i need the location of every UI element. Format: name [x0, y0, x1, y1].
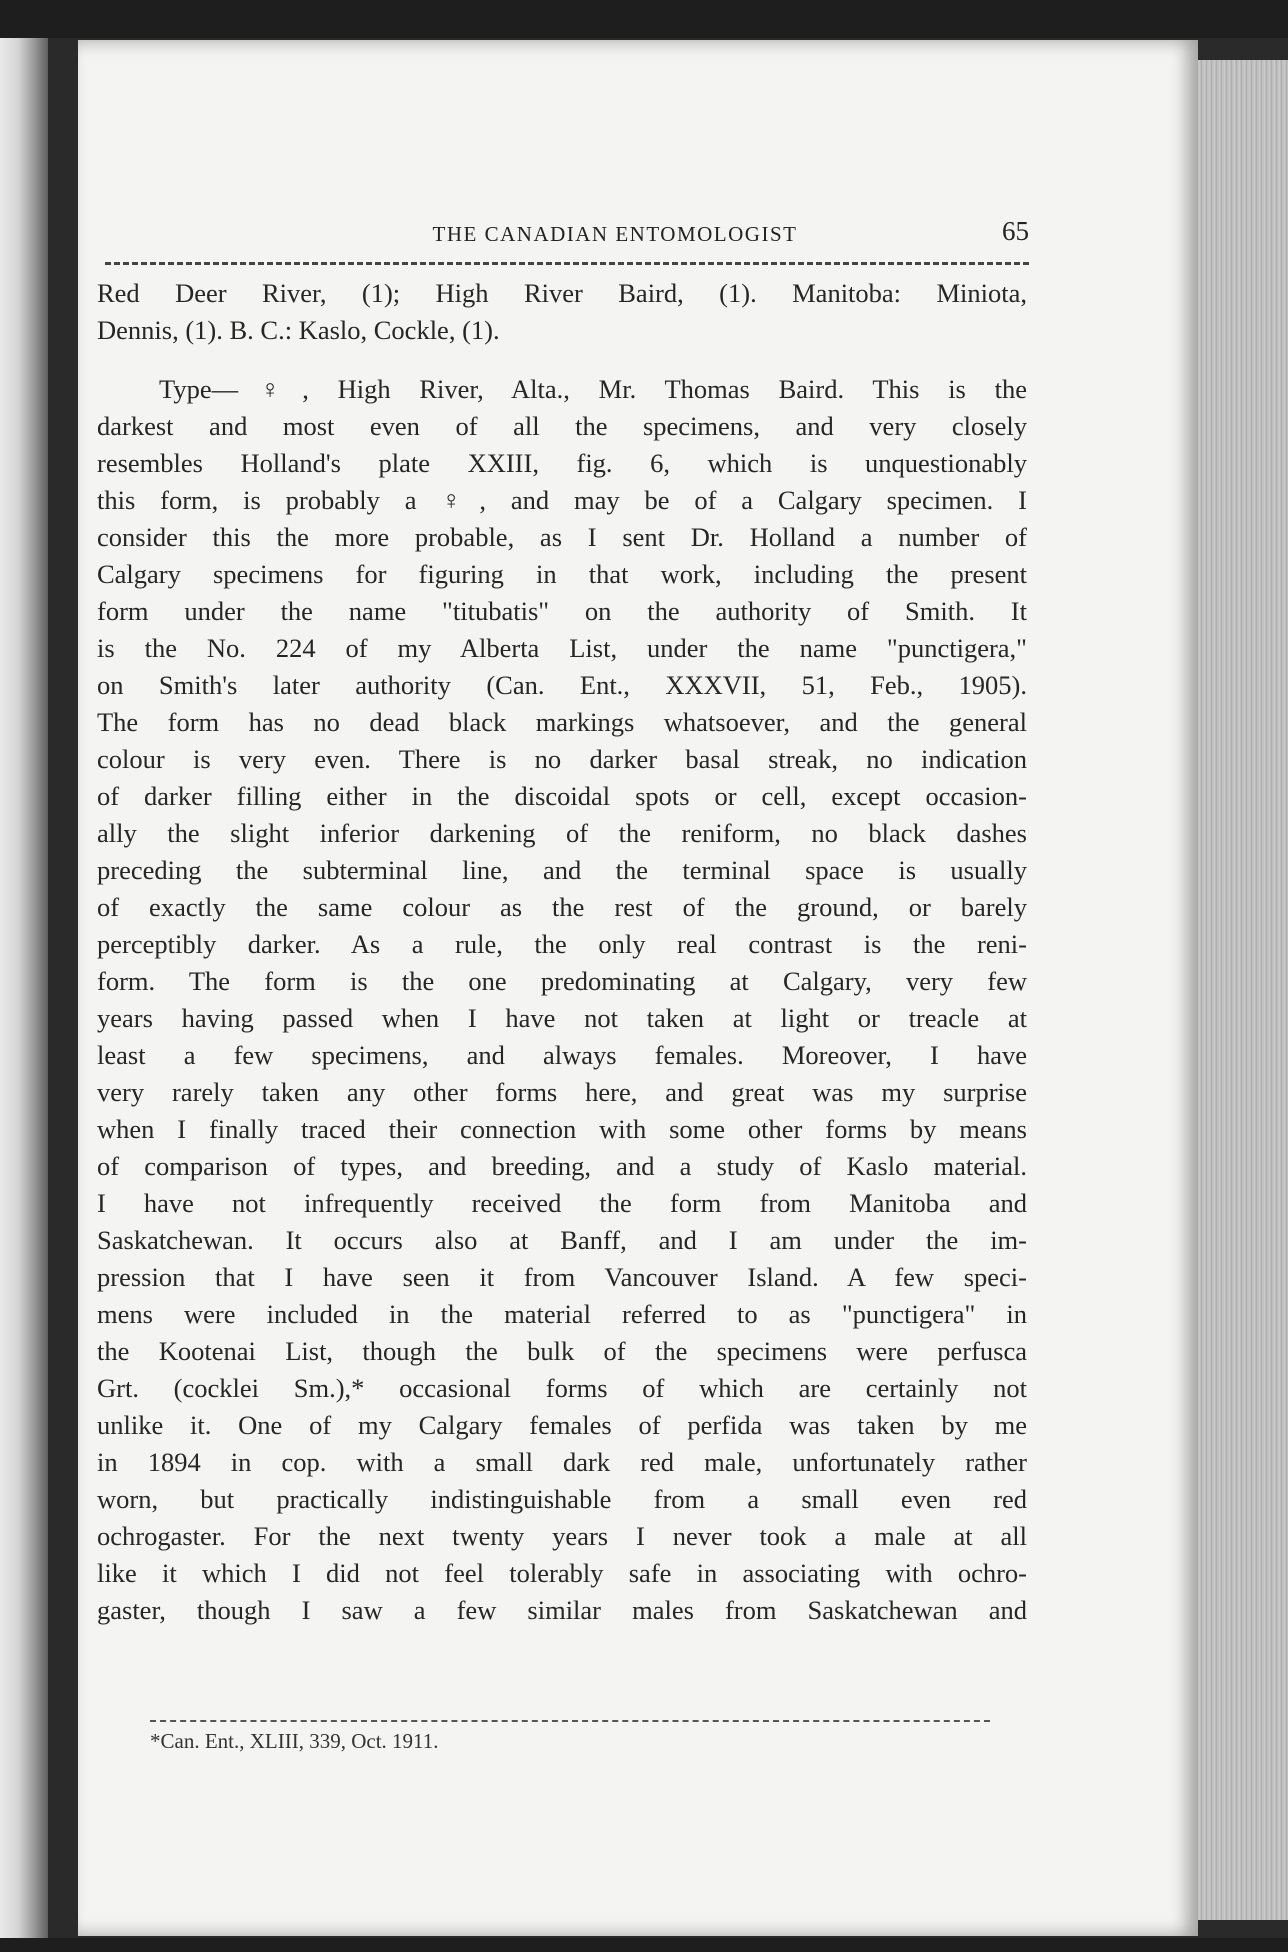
text-line: of darker filling either in the discoidal spots or cell, except occasion- [97, 781, 1027, 811]
text-line: preceding the subterminal line, and the terminal space is usually [97, 855, 1027, 885]
text-line: in 1894 in cop. with a small dark red male, unfortunately rather [97, 1447, 1027, 1477]
text-line: the Kootenai List, though the bulk of the specimens were perfusca [97, 1336, 1027, 1366]
text-line: gaster, though I saw a few similar males from Saskatchewan and [97, 1595, 1027, 1625]
facing-page-edge [0, 38, 48, 1938]
text-line: years having passed when I have not taken at light or treacle at [97, 1003, 1027, 1033]
text-line: ally the slight inferior darkening of the reniform, no black dashes [97, 818, 1027, 848]
text-line: I have not infrequently received the form from Manitoba and [97, 1188, 1027, 1218]
text-line: Calgary specimens for figuring in that work, including the present [97, 559, 1027, 589]
footnote-rule [150, 1720, 990, 1722]
text-line: form. The form is the one predominating at Calgary, very few [97, 966, 1027, 996]
text-line: like it which I did not feel tolerably safe in associating with ochro- [97, 1558, 1027, 1588]
text-line: worn, but practically indistinguishable from a small even red [97, 1484, 1027, 1514]
text-line: this form, is probably a ♀, and may be of a Calgary specimen. I [97, 485, 1027, 515]
text-line: when I finally traced their connection with some other forms by means [97, 1114, 1027, 1144]
text-line: mens were included in the material referred to as "punctigera" in [97, 1299, 1027, 1329]
text-line: Type—♀, High River, Alta., Mr. Thomas Baird. This is the [159, 374, 1027, 404]
text-line: pression that I have seen it from Vancouver Island. A few speci- [97, 1262, 1027, 1292]
paragraph-gap [97, 349, 1027, 371]
paragraph [97, 275, 1027, 349]
footnote: *Can. Ent., XLIII, 339, Oct. 1911. [150, 1729, 439, 1753]
text-line: ochrogaster. For the next twenty years I never took a male at all [97, 1521, 1027, 1551]
text-line: unlike it. One of my Calgary females of perfida was taken by me [97, 1410, 1027, 1440]
text-line: darkest and most even of all the specimens, and very closely [97, 411, 1027, 441]
running-head [105, 216, 1029, 265]
text-line: form under the name "titubatis" on the authority of Smith. It [97, 596, 1027, 626]
text-line: perceptibly darker. As a rule, the only real contrast is the reni- [97, 929, 1027, 959]
text-line: on Smith's later authority (Can. Ent., XXXVII, 51, Feb., 1905). [97, 670, 1027, 700]
text-line: of exactly the same colour as the rest of the ground, or barely [97, 892, 1027, 922]
text-line: Red Deer River, (1); High River Baird, (1). Manitoba: Miniota, [97, 278, 1027, 308]
text-line: very rarely taken any other forms here, and great was my surprise [97, 1077, 1027, 1107]
text-line: is the No. 224 of my Alberta List, under the name "punctigera," [97, 633, 1027, 663]
paragraph [97, 371, 1027, 1629]
text-line: consider this the more probable, as I sent Dr. Holland a number of [97, 522, 1027, 552]
text-line: colour is very even. There is no darker basal streak, no indication [97, 744, 1027, 774]
page-number: 65 [1002, 216, 1029, 246]
journal-title: THE CANADIAN ENTOMOLOGIST [432, 222, 798, 246]
text-line: resembles Holland's plate XXIII, fig. 6, which is unquestionably [97, 448, 1027, 478]
body-text [97, 275, 1027, 1629]
text-line: of comparison of types, and breeding, and a study of Kaslo material. [97, 1151, 1027, 1181]
book-page-edges [1198, 60, 1288, 1920]
text-line: Saskatchewan. It occurs also at Banff, and I am under the im- [97, 1225, 1027, 1255]
text-line: least a few specimens, and always females. Moreover, I have [97, 1040, 1027, 1070]
text-line: Grt. (cocklei Sm.),* occasional forms of which are certainly not [97, 1373, 1027, 1403]
text-line: Dennis, (1). B. C.: Kaslo, Cockle, (1). [97, 315, 500, 345]
text-line: The form has no dead black markings whatsoever, and the general [97, 707, 1027, 737]
